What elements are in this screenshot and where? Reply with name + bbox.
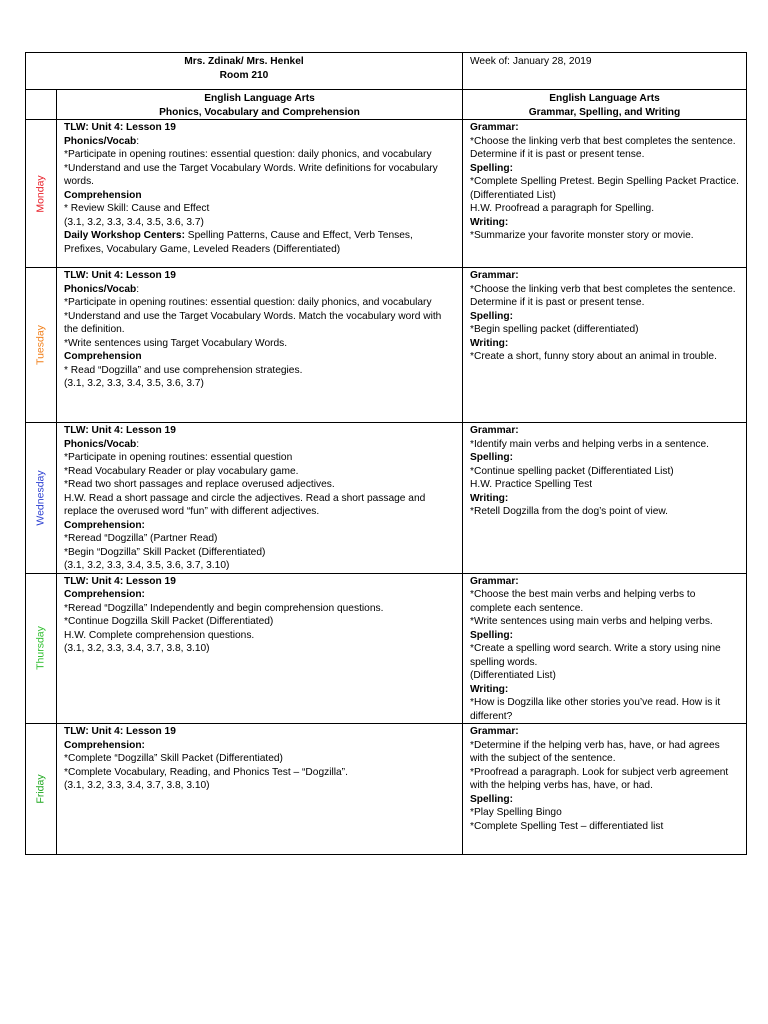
left-plan-line <box>64 189 455 203</box>
right-plan-line <box>470 696 739 723</box>
right-plan-line <box>470 629 739 643</box>
left-plan-line <box>64 216 455 230</box>
right-plan-line <box>470 725 739 739</box>
right-plan-line <box>470 337 739 351</box>
plan-line-text: Spelling: <box>470 310 514 322</box>
plan-line-text: *Begin spelling packet (differentiated) <box>470 324 639 335</box>
grammar-spelling-writing-cell <box>463 120 747 268</box>
left-plan-line <box>64 283 455 297</box>
room-number: Room 210 <box>219 69 269 81</box>
phonics-comprehension-cell <box>57 573 463 724</box>
plan-line-text: (3.1, 3.2, 3.3, 3.4, 3.5, 3.6, 3.7) <box>64 378 204 389</box>
left-plan-line <box>64 377 455 391</box>
plan-line-text: TLW: Unit 4: Lesson 19 <box>64 726 176 737</box>
plan-line-text: Writing: <box>470 492 509 504</box>
right-plan-line <box>470 642 739 669</box>
plan-line-suffix: : <box>136 438 140 450</box>
day-label-cell <box>26 724 57 855</box>
left-plan-line <box>64 615 455 629</box>
right-plan-line <box>470 350 739 364</box>
left-plan-line <box>64 438 455 452</box>
right-plan-line <box>470 683 739 697</box>
plan-line-text: TLW: Unit 4: Lesson 19 <box>64 122 176 133</box>
phonics-comprehension-cell <box>57 120 463 268</box>
right-plan-line <box>470 323 739 337</box>
left-plan-line <box>64 532 455 546</box>
left-plan-line <box>64 465 455 479</box>
plan-line-text: *Retell Dogzilla from the dog’s point of view. <box>470 506 669 517</box>
teacher-info-cell <box>26 53 463 90</box>
plan-line-text: Writing: <box>470 337 509 349</box>
grammar-spelling-writing-cell <box>463 724 747 855</box>
plan-line-text: *Begin “Dogzilla” Skill Packet (Differentiated) <box>64 546 266 558</box>
header-row <box>26 53 747 90</box>
left-plan-line <box>64 364 455 378</box>
left-plan-line <box>64 779 455 793</box>
left-plan-line <box>64 642 455 656</box>
plan-line-text: H.W. Read a short passage and circle the adjectives. Read a short passage and replace the overused word “fun” with different adjectives. <box>64 492 426 517</box>
plan-line-text: * Review Skill: Cause and Effect <box>64 203 210 214</box>
right-plan-line <box>470 424 739 438</box>
plan-line-text: TLW: Unit 4: Lesson 19 <box>64 575 176 587</box>
right-subject-header <box>463 90 747 120</box>
plan-line-text: Daily Workshop Centers: <box>64 230 185 241</box>
plan-line-text: *Continue Dogzilla Skill Packet (Differentiated) <box>64 616 274 627</box>
left-plan-line <box>64 451 455 465</box>
plan-line-text: *Reread “Dogzilla” (Partner Read) <box>64 533 218 544</box>
plan-line-text: *How is Dogzilla like other stories you’ve read. How is it different? <box>470 697 721 722</box>
plan-line-text: *Write sentences using Target Vocabulary Words. <box>64 337 288 349</box>
plan-line-text: TLW: Unit 4: Lesson 19 <box>64 270 176 281</box>
plan-line-suffix: : <box>136 135 140 147</box>
plan-line-text: *Write sentences using main verbs and helping verbs. <box>470 616 713 627</box>
plan-line-text: TLW: Unit 4: Lesson 19 <box>64 425 176 436</box>
day-label-cell <box>26 268 57 423</box>
plan-line-text: H.W. Complete comprehension questions. <box>64 629 255 641</box>
plan-line-text: Phonics/Vocab <box>64 135 137 147</box>
phonics-comprehension-cell <box>57 423 463 574</box>
right-plan-line <box>470 575 739 589</box>
plan-line-text: Spelling: <box>470 162 514 174</box>
right-plan-line <box>470 615 739 629</box>
plan-line-text: Spelling: <box>470 793 514 805</box>
right-plan-line <box>470 669 739 683</box>
right-plan-line <box>470 202 739 216</box>
day-label-thursday: Thursday <box>34 626 47 671</box>
day-label-wednesday: Wednesday <box>34 470 47 526</box>
plan-line-text: Grammar: <box>470 122 519 133</box>
plan-line-text: (3.1, 3.2, 3.3, 3.4, 3.7, 3.8, 3.10) <box>64 643 210 654</box>
plan-line-text: *Read Vocabulary Reader or play vocabulary game. <box>64 465 299 477</box>
plan-line-text: *Choose the linking verb that best completes the sentence. Determine if it is past or present tense. <box>470 283 736 308</box>
right-plan-line <box>470 283 739 310</box>
plan-line-text: *Summarize your favorite monster story or movie. <box>470 230 694 241</box>
right-plan-line <box>470 492 739 506</box>
left-plan-line <box>64 135 455 149</box>
left-plan-line <box>64 121 455 135</box>
left-plan-line <box>64 588 455 602</box>
right-plan-line <box>470 465 739 479</box>
right-plan-line <box>470 310 739 324</box>
right-plan-line <box>470 438 739 452</box>
plan-line-text: *Complete “Dogzilla” Skill Packet (Differentiated) <box>64 753 283 764</box>
right-plan-line <box>470 739 739 766</box>
plan-line-text: *Choose the linking verb that best completes the sentence. Determine if it is past or present tense. <box>470 135 736 160</box>
right-plan-line <box>470 229 739 243</box>
right-plan-line <box>470 588 739 615</box>
left-plan-line <box>64 310 455 337</box>
plan-line-text: *Play Spelling Bingo <box>470 807 562 818</box>
plan-line-text: *Participate in opening routines: essential question: daily phonics, and vocabulary <box>64 297 432 308</box>
left-plan-line <box>64 546 455 560</box>
plan-line-text: * Read “Dogzilla” and use comprehension strategies. <box>64 364 303 376</box>
left-plan-line <box>64 162 455 189</box>
plan-line-suffix: Spelling Patterns, Cause and Effect, Verb Tenses, Prefixes, Vocabulary Game, Leveled Readers (Differentiated) <box>64 230 413 255</box>
plan-line-text: *Determine if the helping verb has, have, or had agrees with the subject of the sentence. <box>470 739 720 764</box>
left-subject-subtitle: Phonics, Vocabulary and Comprehension <box>159 106 360 118</box>
day-row-tuesday <box>26 268 747 423</box>
left-plan-line <box>64 296 455 310</box>
left-subject-title: English Language Arts <box>204 93 315 104</box>
plan-line-text: *Create a spelling word search. Write a story using nine spelling words. <box>470 643 721 668</box>
plan-line-text: Grammar: <box>470 575 519 587</box>
day-label-cell <box>26 573 57 724</box>
left-subject-header <box>57 90 463 120</box>
left-plan-line <box>64 725 455 739</box>
day-row-wednesday <box>26 423 747 574</box>
left-plan-line <box>64 629 455 643</box>
right-subject-subtitle: Grammar, Spelling, and Writing <box>528 106 681 118</box>
plan-line-text: *Complete Spelling Test – differentiated list <box>470 820 664 832</box>
right-plan-line <box>470 820 739 834</box>
right-plan-line <box>470 121 739 135</box>
plan-line-text: Writing: <box>470 216 509 228</box>
plan-line-text: Grammar: <box>470 726 519 737</box>
left-plan-line <box>64 602 455 616</box>
day-row-friday <box>26 724 747 855</box>
plan-line-text: Phonics/Vocab <box>64 283 137 295</box>
blank-corner-cell <box>26 90 57 120</box>
plan-line-text: *Understand and use the Target Vocabulary Words. Match the vocabulary word with the definition. <box>64 310 442 335</box>
plan-line-text: (3.1, 3.2, 3.3, 3.4, 3.5, 3.6, 3.7, 3.10) <box>64 560 230 571</box>
phonics-comprehension-cell <box>57 268 463 423</box>
plan-line-text: *Participate in opening routines: essential question: daily phonics, and vocabulary <box>64 149 432 160</box>
right-plan-line <box>470 451 739 465</box>
left-plan-line <box>64 350 455 364</box>
grammar-spelling-writing-cell <box>463 573 747 724</box>
plan-line-text: *Complete Vocabulary, Reading, and Phonics Test – “Dogzilla”. <box>64 766 348 778</box>
plan-line-text: Spelling: <box>470 629 514 641</box>
plan-line-text: *Proofread a paragraph. Look for subject verb agreement with the helping verbs has, have, or had. <box>470 766 729 791</box>
right-plan-line <box>470 162 739 176</box>
day-row-thursday <box>26 573 747 724</box>
right-plan-line <box>470 766 739 793</box>
right-plan-line <box>470 216 739 230</box>
left-plan-line <box>64 739 455 753</box>
left-plan-line <box>64 202 455 216</box>
left-plan-line <box>64 559 455 573</box>
plan-line-text: Comprehension: <box>64 589 145 600</box>
plan-line-text: *Choose the best main verbs and helping verbs to complete each sentence. <box>470 589 696 614</box>
left-plan-line <box>64 229 455 256</box>
left-plan-line <box>64 269 455 283</box>
day-label-cell <box>26 120 57 268</box>
day-label-cell <box>26 423 57 574</box>
plan-line-text: Grammar: <box>470 270 519 281</box>
right-plan-line <box>470 478 739 492</box>
plan-line-text: (3.1, 3.2, 3.3, 3.4, 3.7, 3.8, 3.10) <box>64 780 210 791</box>
right-subject-title: English Language Arts <box>549 93 660 104</box>
plan-line-text: Spelling: <box>470 452 514 463</box>
week-cell <box>463 53 747 90</box>
grammar-spelling-writing-cell <box>463 268 747 423</box>
subheader-row <box>26 90 747 120</box>
week-of: Week of: January 28, 2019 <box>470 56 592 67</box>
grammar-spelling-writing-cell <box>463 423 747 574</box>
left-plan-line <box>64 519 455 533</box>
plan-line-text: Grammar: <box>470 425 519 436</box>
plan-line-text: H.W. Practice Spelling Test <box>470 479 593 490</box>
left-plan-line <box>64 766 455 780</box>
left-plan-line <box>64 148 455 162</box>
plan-line-suffix: : <box>136 283 140 295</box>
plan-line-text: *Read two short passages and replace overused adjectives. <box>64 479 335 490</box>
plan-line-text: Comprehension: <box>64 519 145 531</box>
plan-line-text: (Differentiated List) <box>470 670 556 681</box>
plan-line-text: *Create a short, funny story about an animal in trouble. <box>470 351 717 362</box>
right-plan-line <box>470 269 739 283</box>
left-plan-line <box>64 478 455 492</box>
phonics-comprehension-cell <box>57 724 463 855</box>
plan-line-text: Phonics/Vocab <box>64 438 137 450</box>
plan-line-text: *Understand and use the Target Vocabulary Words. Write definitions for vocabulary words. <box>64 162 438 187</box>
left-plan-line <box>64 752 455 766</box>
right-plan-line <box>470 793 739 807</box>
left-plan-line <box>64 492 455 519</box>
plan-line-text: *Participate in opening routines: essential question <box>64 452 293 463</box>
plan-line-text: Comprehension <box>64 189 142 201</box>
plan-line-text: *Complete Spelling Pretest. Begin Spelling Packet Practice. (Differentiated List) <box>470 176 739 201</box>
plan-line-text: *Continue spelling packet (Differentiated List) <box>470 465 674 477</box>
teacher-names: Mrs. Zdinak/ Mrs. Henkel <box>184 56 304 67</box>
day-label-tuesday: Tuesday <box>34 325 47 365</box>
right-plan-line <box>470 806 739 820</box>
lesson-plan-table <box>25 52 747 855</box>
plan-line-text: *Reread “Dogzilla” Independently and begin comprehension questions. <box>64 602 384 614</box>
plan-line-text: Comprehension <box>64 351 142 362</box>
plan-line-text: (3.1, 3.2, 3.3, 3.4, 3.5, 3.6, 3.7) <box>64 216 204 228</box>
left-plan-line <box>64 575 455 589</box>
plan-line-text: Comprehension: <box>64 739 145 751</box>
right-plan-line <box>470 175 739 202</box>
day-row-monday <box>26 120 747 268</box>
plan-line-text: Writing: <box>470 683 509 695</box>
left-plan-line <box>64 424 455 438</box>
left-plan-line <box>64 337 455 351</box>
day-label-friday: Friday <box>34 774 47 804</box>
right-plan-line <box>470 505 739 519</box>
plan-line-text: H.W. Proofread a paragraph for Spelling. <box>470 203 655 214</box>
day-label-monday: Monday <box>34 174 47 213</box>
right-plan-line <box>470 135 739 162</box>
plan-line-text: *Identify main verbs and helping verbs in a sentence. <box>470 438 709 450</box>
